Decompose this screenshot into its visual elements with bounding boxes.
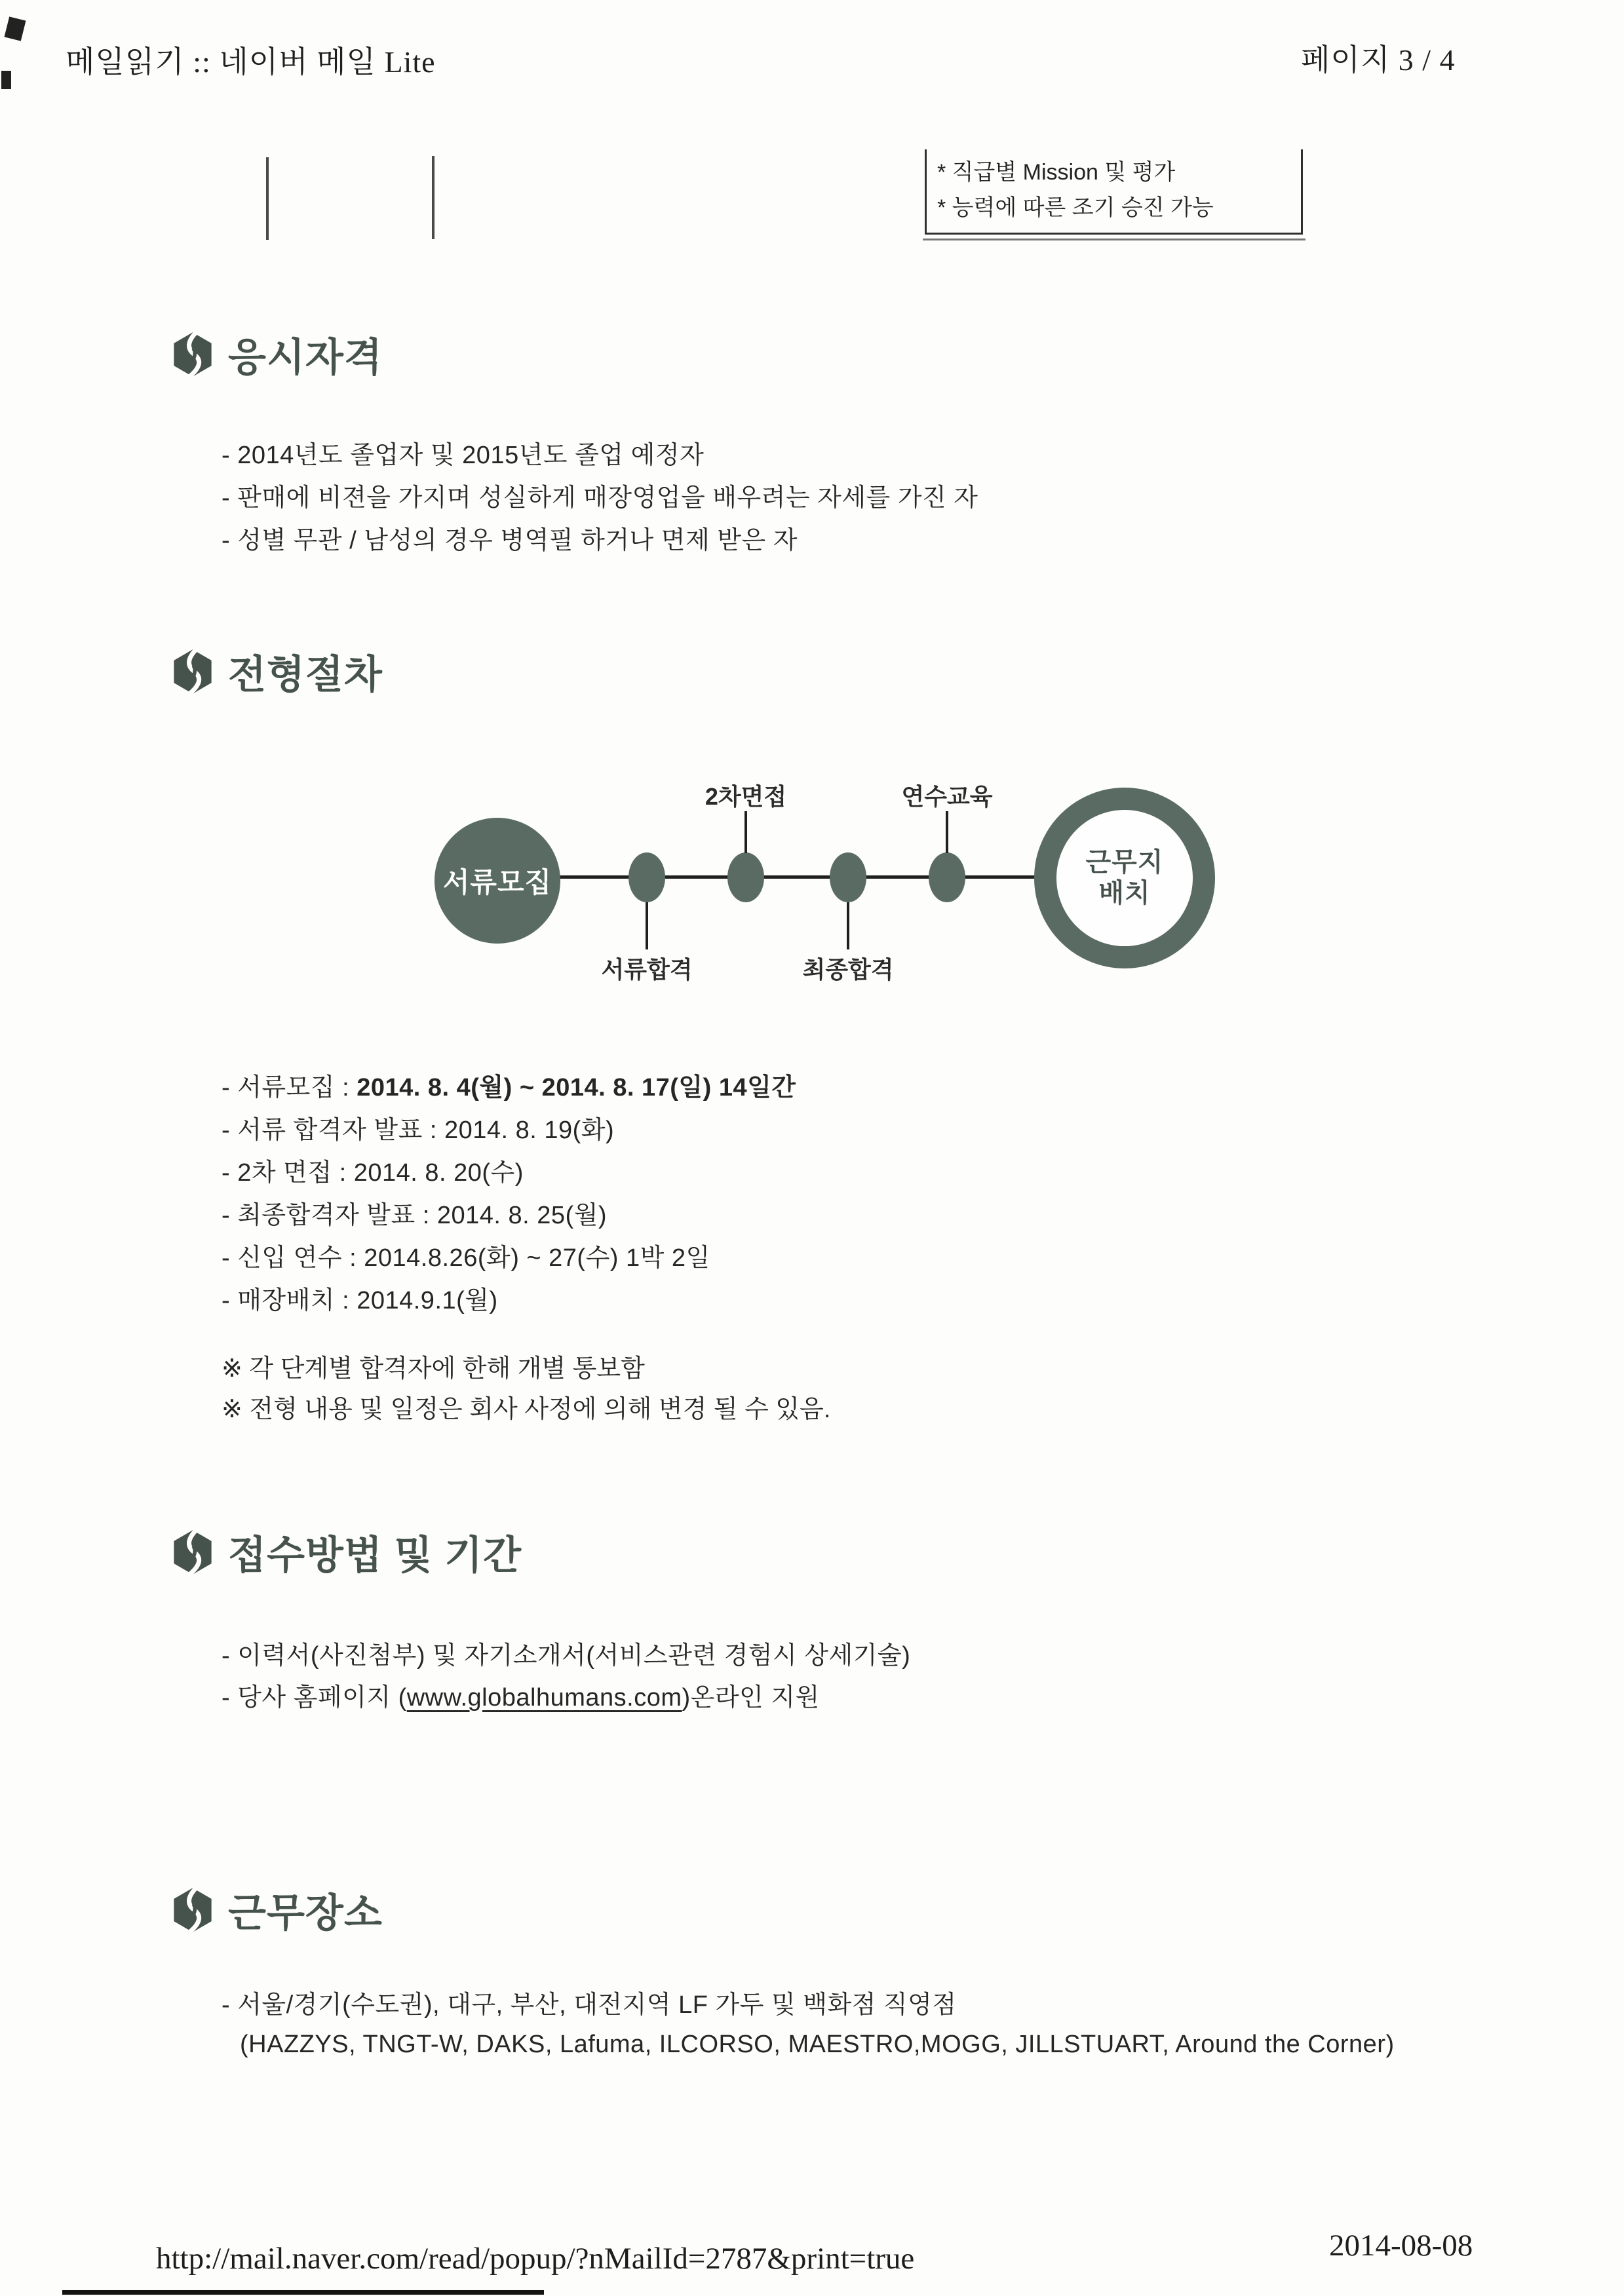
list-item: (HAZZYS, TNGT-W, DAKS, Lafuma, ILCORSO, MAESTRO,MOGG, JILLSTUART, Around the Corner) (240, 2031, 1395, 2058)
diagram-node (727, 852, 764, 902)
process-diagram (393, 740, 1245, 989)
diagram-node (628, 852, 665, 902)
section-title: 근무장소 (228, 1891, 383, 1935)
list-item: - 이력서(사진첨부) 및 자기소개서(서비스관련 경험시 상세기술) (222, 1642, 911, 1670)
schedule-item: - 서류 합격자 발표 : 2014. 8. 19(화) (222, 1117, 615, 1144)
diagram-connector (946, 811, 948, 853)
qualifications-list (222, 434, 978, 562)
section-workplace-heading (172, 1882, 383, 1938)
table-stub-line (266, 157, 269, 240)
diagram-node (929, 852, 965, 902)
process-notes (222, 1349, 830, 1430)
diagram-connector (744, 811, 747, 853)
scan-artifact (1, 71, 11, 89)
diagram-label-interview2: 2차면접 (705, 783, 787, 810)
diagram-end-ring (1034, 788, 1215, 968)
workplace-list (222, 1985, 1395, 2064)
diagram-start-label: 서류모집 (442, 867, 552, 898)
list-item: - 성별 무관 / 남성의 경우 병역필 하거나 면제 받은 자 (222, 527, 798, 554)
benefits-line: * 직급별 Mission 및 평가 (937, 160, 1176, 185)
schedule-item (222, 1067, 796, 1109)
lf-logo-icon (172, 332, 214, 377)
diagram-connector (646, 902, 648, 949)
benefits-box-shadow (923, 239, 1305, 240)
diagram-end-label-line1: 근무지 (1085, 848, 1164, 877)
footer-url: http://mail.naver.com/read/popup/?nMailId=2787&print=true (156, 2242, 915, 2276)
schedule-item: - 매장배치 : 2014.9.1(월) (222, 1287, 498, 1314)
table-stub-line (432, 156, 435, 239)
section-title: 응시자격 (228, 335, 383, 379)
schedule-item: - 신입 연수 : 2014.8.26(화) ~ 27(수) 1박 2일 (222, 1244, 710, 1272)
website-link: www.globalhumans.com (406, 1684, 682, 1712)
section-title: 전형절차 (228, 653, 383, 697)
diagram-start-circle (435, 818, 560, 944)
list-item: - 서울/경기(수도권), 대구, 부산, 대전지역 LF 가두 및 백화점 직영점 (222, 1991, 957, 2019)
page-number: 페이지 3 / 4 (1301, 43, 1456, 77)
diagram-node (830, 852, 866, 902)
diagram-label-doc-pass: 서류합격 (601, 956, 693, 983)
scan-edge-line (62, 2290, 544, 2295)
page-title: 메일읽기 :: 네이버 메일 Lite (66, 45, 436, 79)
lf-logo-icon (172, 1529, 214, 1575)
list-item: - 판매에 비젼을 가지며 성실하게 매장영업을 배우려는 자세를 가진 자 (222, 484, 978, 512)
schedule-list (222, 1067, 796, 1322)
diagram-label-training: 연수교육 (901, 783, 993, 810)
schedule-item: - 2차 면접 : 2014. 8. 20(수) (222, 1159, 524, 1187)
section-apply-heading (172, 1524, 522, 1580)
diagram-end-label-line2: 배치 (1098, 879, 1151, 908)
lf-logo-icon (172, 1887, 214, 1933)
schedule-item-label: - 서류모집 : (222, 1074, 357, 1101)
section-title: 접수방법 및 기간 (228, 1533, 522, 1577)
scan-artifact (5, 16, 26, 41)
note-item: ※ 각 단계별 합격자에 한해 개별 통보함 (222, 1355, 645, 1383)
diagram-connector (847, 902, 849, 949)
section-qualifications-heading (172, 326, 383, 383)
list-item: - 2014년도 졸업자 및 2015년도 졸업 예정자 (222, 442, 705, 469)
note-item: ※ 전형 내용 및 일정은 회사 사정에 의해 변경 될 수 있음. (222, 1396, 831, 1423)
apply-list (222, 1635, 910, 1719)
schedule-item-dates: 2014. 8. 4(월) ~ 2014. 8. 17(일) 14일간 (357, 1074, 796, 1101)
list-item (222, 1677, 910, 1719)
section-process-heading (172, 643, 383, 700)
footer-date: 2014-08-08 (1329, 2229, 1473, 2263)
apply-line2-prefix: - 당사 홈페이지 ( (222, 1684, 407, 1712)
apply-line2-suffix: )온라인 지원 (682, 1684, 820, 1712)
lf-logo-icon (172, 649, 214, 695)
benefits-box (925, 149, 1303, 235)
schedule-item: - 최종합격자 발표 : 2014. 8. 25(월) (222, 1202, 608, 1229)
diagram-label-final-pass: 최종합격 (802, 956, 894, 983)
benefits-line: * 능력에 따른 조기 승진 가능 (937, 195, 1214, 220)
